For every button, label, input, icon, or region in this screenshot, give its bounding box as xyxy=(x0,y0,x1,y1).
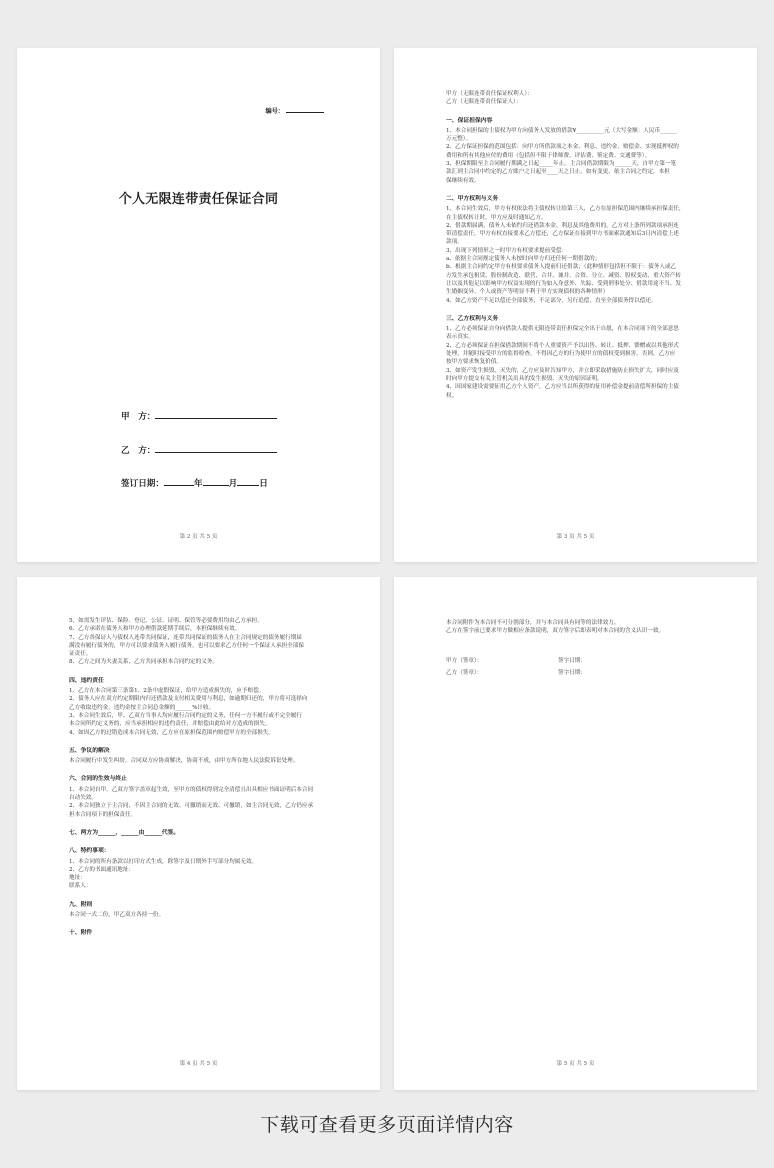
page-content xyxy=(69,617,336,940)
section-heading: 七、两方为______，______由______代签。 xyxy=(69,829,180,836)
text-line: 6、乙方承诺在债务人和甲方办理借款延期手续后，本担保继续有效。 xyxy=(69,626,241,633)
sign-date-field xyxy=(121,476,268,489)
text-line: 8、乙方之间为夫妻关系，乙方共同承担本合同约定的义务。 xyxy=(69,659,218,666)
text-line: 5、如需发生评估、保险、登记、公证、证明、保管等必要费用均由乙方承担。 xyxy=(69,618,263,624)
document-page-2 xyxy=(394,48,757,562)
text-line: 本合同所约定义务的，应当承担相应的违约责任，并赔偿由此给对方造成的损失。 xyxy=(69,721,271,728)
text-line: 时向甲方提交有关主管机关出具的发生损毁、灭失的原因证明。 xyxy=(446,375,603,382)
text-line: 在主债权转让时，甲方应及时通知乙方。 xyxy=(446,214,547,221)
text-line: 2、乙方的书面通讯地址： xyxy=(69,866,135,873)
text-line: 按甲方要求恢复价值。 xyxy=(446,359,502,366)
document-page-3 xyxy=(17,577,380,1090)
text-line: 2、借款期届满，债务人未依约归还借款本金、利息及其他费用的，乙方对上条所列款项承担连 xyxy=(446,222,679,229)
text-line: 2、乙方保证担保的范围包括：向甲方所借款项之本金、利息、违约金、赔偿金、实现抵押权的 xyxy=(446,144,679,151)
text-line: 4、如因乙方的过错造成本合同无效，乙方应在原担保范围内赔偿甲方的全部损失。 xyxy=(69,729,274,736)
text-line: 款汇到主合同中约定的乙方账户之日起至____天之日止，如有变更，依主合同之约定，本担 xyxy=(446,169,670,176)
text-line: 费用和所有其他应付的费用（包括但不限于律师费、评估费、鉴定费、交通费等）。 xyxy=(446,152,651,159)
text-line: 2、本合同独立于主合同，不因主合同的无效、可撤销而无效、可撤销，如主合同无效，乙方仍应承 xyxy=(69,803,314,810)
text-line: 4、如乙方资产不足以偿还全部债务，不足部分，另行追偿，直至全部债务得以偿还。 xyxy=(446,297,657,304)
signature-row-a xyxy=(446,657,713,665)
text-line: 乙方收取违约金，违约金按主合同总金额的______%计收。 xyxy=(69,704,215,711)
party-a-label: 甲 方： xyxy=(121,412,156,422)
section-heading: 一、保证担保内容 xyxy=(446,117,493,124)
year-blank xyxy=(164,476,194,486)
page-footer: 第 2 页 共 5 页 xyxy=(179,534,218,540)
text-line: 甲方（无限连带责任保证权利人）： xyxy=(446,91,533,97)
party-b-signature-label: 乙方（签章）： xyxy=(446,670,483,677)
text-line: 1、本合同生效后，甲方有权依法将主债权转让给第三人，乙方在原担保范围内继续承担保责任， xyxy=(446,206,685,213)
text-line: 1、乙方在本合同第三条第1、2条中虚假保证，给甲方造成损失的，应予赔偿。 xyxy=(69,688,265,695)
text-line: 地址： xyxy=(69,875,86,882)
download-caption: 下载可查看更多页面详情内容 xyxy=(260,1114,514,1136)
text-line: 本合同附件为本合同不可分割部分，并与本合同具有同等的法律效力。 xyxy=(446,620,620,626)
month-blank xyxy=(203,476,229,486)
document-page-4 xyxy=(394,577,757,1090)
text-line: 3、出现下列情形之一时甲方有权要求提前受偿： xyxy=(446,247,568,254)
text-line: 万元整）。 xyxy=(446,136,472,143)
section-heading: 四、违约责任 xyxy=(69,677,104,684)
text-line: 证责任。 xyxy=(69,651,92,658)
text-line: 担本合同项下的担保责任。 xyxy=(69,811,137,818)
text-line: 带清偿责任，甲方有权直接要求乙方偿还，乙方保证在接到甲方书面索款通知后3日内清偿上述 xyxy=(446,231,679,238)
text-line: 2、债务人应在双方约定期限内归还借款及支付相关费用与利息，如逾期归还的，甲方将可选择向 xyxy=(69,696,308,703)
page-footer: 第 3 页 共 5 页 xyxy=(556,534,595,540)
text-line: 1、本合同担保的主债权为甲方向债务人发放的借款¥__________元（大写金额：人民币______ xyxy=(446,127,677,134)
text-line: 1、乙方必须保证自身向借款人提供无限连带责任担保完全出于自愿，在本合同项下的全部意思 xyxy=(446,326,679,333)
document-page-cover xyxy=(17,48,380,562)
day-blank xyxy=(237,476,259,486)
text-line: 处理，并随时接受甲方的监督检查。不得因乙方的行为使甲方的债权受到损害。否则，乙方应 xyxy=(446,351,676,358)
party-a-signature-label: 甲方（签章）： xyxy=(446,658,483,664)
text-line: 本合同履行中发生纠纷，合同双方应协商解决，协商不成，由甲方所在地人民法院诉讼处理。 xyxy=(69,758,299,765)
section-heading: 十、附件 xyxy=(69,930,93,937)
month-label: 月 xyxy=(228,479,238,489)
page-footer: 第 4 页 共 5 页 xyxy=(179,1061,218,1067)
contract-number-blank xyxy=(286,112,324,113)
party-b-field xyxy=(121,443,277,456)
page-footer: 第 5 页 共 5 页 xyxy=(556,1061,595,1067)
section-heading: 八、特约事项： xyxy=(69,848,110,855)
party-b-label: 乙 方： xyxy=(121,446,156,456)
signature-block xyxy=(446,657,713,678)
section-heading: 六、合同的生效与终止 xyxy=(69,776,127,783)
text-line: 乙方在签字前已要求甲方做相应条款说明，双方签字后即表明对本合同的含义认识一致。 xyxy=(446,628,665,635)
text-line: 2、乙方必须保证在担保借款期间不将个人重要资产予以出售、转让、抵押、馈赠或以其他形式 xyxy=(446,342,679,349)
text-line: 3、如资产发生损毁、灭失的，乙方应及时告知甲方，并立即采取措施防止损失扩大，同时应及 xyxy=(446,367,679,374)
section-heading: 九、附则 xyxy=(69,901,93,908)
year-label: 年 xyxy=(193,479,203,489)
text-line: b、根据主合同约定甲方有权要求债务人提前归还借款；（此种情形包括但不限于：债务人或乙 xyxy=(446,264,677,271)
text-line: a、依据主合同规定债务人未按时向甲方归还任何一期借款的； xyxy=(446,256,601,263)
text-line: 方发生承包租赁、股份制改造、联营、合并、兼并、合资、分立、减资、股权变动、重大资产转 xyxy=(446,272,681,279)
section-heading: 三、乙方权利与义务 xyxy=(446,315,499,322)
text-line: 表示真实。 xyxy=(446,334,474,341)
party-a-sign-date-label: 签字日期： xyxy=(558,658,586,664)
text-line: 3、担保期限至主合同履行期满之日起_____年止。主合同借款期限为______天，自甲方第一笔 xyxy=(446,161,677,168)
text-line: 满没有履行债务的，甲方可以要求债务人履行债务，也可以要求乙方任何一个保证人承担全部保 xyxy=(69,642,304,649)
contract-number-field xyxy=(265,106,324,115)
contract-title: 个人无限连带责任保证合同 xyxy=(118,192,279,207)
signature-row-b xyxy=(446,669,713,677)
text-line: 权。 xyxy=(446,392,458,399)
text-line: 让以及其他足以影响甲方权益实现的行为如入身意外、失踪、受到刑事处分、借款用途不当、发 xyxy=(446,280,681,287)
text-line: 本合同一式二份，甲乙双方各持一份。 xyxy=(69,912,165,919)
text-line: 自动失效。 xyxy=(69,795,97,802)
text-line: 保继续有效。 xyxy=(446,177,480,184)
text-line: 生婚姻变异、个人或资产等明显不利于甲方实现债权的各种情形） xyxy=(446,289,609,296)
text-line: 1、本合同的所有条款以打印方式生成，除签字及日期外手写部分均属无效。 xyxy=(69,858,258,865)
section-heading: 二、甲方权利与义务 xyxy=(446,195,499,202)
text-line: 4、因国家建设需要征用乙方个人资产，乙方应当以所获得的征用补偿金提前清偿所担保的主债 xyxy=(446,384,679,391)
sign-date-label: 签订日期： xyxy=(121,479,164,489)
day-label: 日 xyxy=(259,479,268,489)
page-content xyxy=(446,90,713,400)
page-content xyxy=(446,619,713,636)
text-line: 7、乙方各保证人与债权人连带共同保证，连带共同保证的债务人在主合同规定的债务履行期届 xyxy=(69,634,302,641)
contract-number-label: 编号： xyxy=(265,108,284,115)
section-heading: 五、争议的解决 xyxy=(69,747,110,754)
text-line: 联系人： xyxy=(69,883,92,890)
party-a-blank xyxy=(155,409,277,419)
text-line: 乙方（无限连带责任保证人）： xyxy=(446,99,522,106)
text-line: 3、本合同生效后，甲、乙双方当事人均应履行合同约定的义务，任何一方不履行或不完全履行 xyxy=(69,712,302,719)
text-line: 1、本合同自甲、乙双方签字盖章起生效，至甲方的债权得到完全清偿且出具相应书面证明后本合同 xyxy=(69,786,314,793)
text-line: 款项。 xyxy=(446,239,463,246)
party-a-field xyxy=(121,409,277,422)
party-b-blank xyxy=(155,443,277,453)
party-b-sign-date-label: 签字日期： xyxy=(558,670,586,677)
